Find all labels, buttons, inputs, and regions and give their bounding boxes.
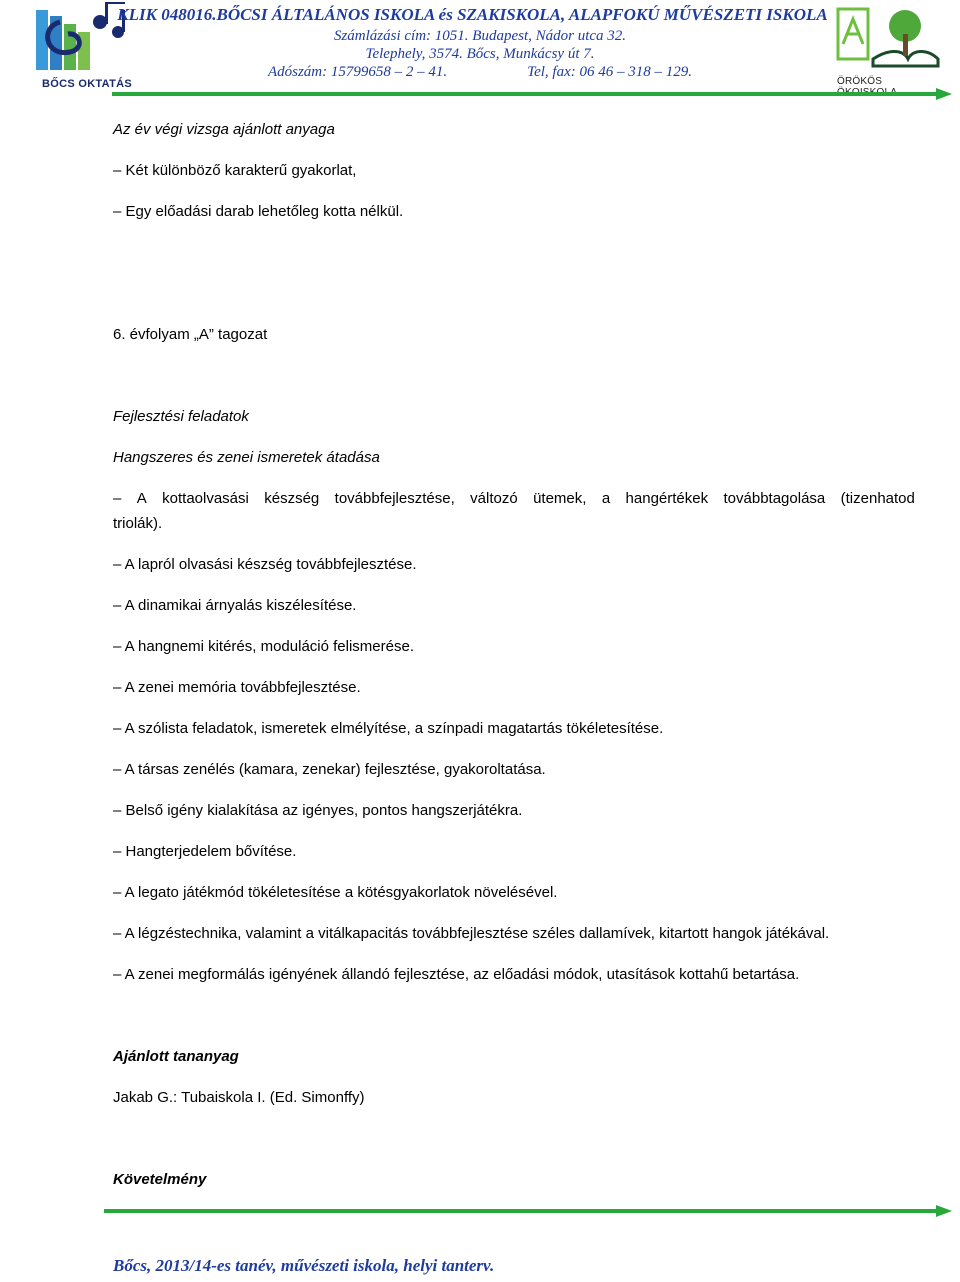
task-item: – A lapról olvasási készség továbbfejlesztése. <box>113 556 417 573</box>
task-item: – A dinamikai árnyalás kiszélesítése. <box>113 597 357 614</box>
exam-heading: Az év végi vizsga ajánlott anyaga <box>113 121 335 138</box>
material-item: Jakab G.: Tubaiskola I. (Ed. Simonffy) <box>113 1089 365 1106</box>
requirements-heading: Követelmény <box>113 1171 207 1188</box>
exam-item: – Egy előadási darab lehetőleg kotta nélkül. <box>113 203 404 220</box>
exam-item: – Két különböző karakterű gyakorlat, <box>113 162 357 179</box>
task-item: – A zenei memória továbbfejlesztése. <box>113 679 361 696</box>
footer-rule <box>104 1209 938 1213</box>
task-item: – A szólista feladatok, ismeretek elmélyítése, a színpadi magatartás tökéletesítése. <box>113 720 664 737</box>
school-name: KLIK 048016.BŐCSI ÁLTALÁNOS ISKOLA és SZAKISKOLA, ALAPFOKÚ MŰVÉSZETI ISKOLA <box>117 5 828 24</box>
tree-book-logo-icon <box>833 4 943 74</box>
task-item: – Hangterjedelem bővítése. <box>113 843 297 860</box>
footer-rule-arrow-icon <box>936 1205 952 1217</box>
header-rule <box>112 92 938 96</box>
task-item-first-line: – A kottaolvasási készség továbbfejlesztése, változó ütemek, a hangértékek továbbtagolása (tizenhatod <box>113 490 915 507</box>
header-rule-arrow-icon <box>936 88 952 100</box>
task-item: – A zenei megformálás igényének állandó fejlesztése, az előadási módok, utasítások kottahű betartása. <box>113 966 800 983</box>
task-item: – A társas zenélés (kamara, zenekar) fejlesztése, gyakoroltatása. <box>113 761 546 778</box>
billing-address: Számlázási cím: 1051. Budapest, Nádor utca 32. <box>333 28 627 44</box>
letterhead <box>0 0 960 100</box>
site-address: Telephely, 3574. Bőcs, Munkácsy út 7. <box>365 46 595 62</box>
logo-left-caption: BŐCS OKTATÁS <box>42 78 132 90</box>
footer-text: Bőcs, 2013/14-es tanév, művészeti iskola, helyi tanterv. <box>113 1256 495 1275</box>
tax-number: Adószám: 15799658 – 2 – 41. <box>267 64 448 80</box>
phone-fax: Tel, fax: 06 46 – 318 – 129. <box>527 64 693 80</box>
tasks-subheading: Hangszeres és zenei ismeretek átadása <box>113 449 380 466</box>
task-item-continuation: triolák). <box>113 515 163 532</box>
eco-school-logo <box>833 4 943 90</box>
task-item: – A hangnemi kitérés, moduláció felismerése. <box>113 638 414 655</box>
logo-right-caption: ÖRÖKÖS <box>837 76 883 87</box>
tasks-heading: Fejlesztési feladatok <box>113 408 249 425</box>
task-item: – Belső igény kialakítása az igényes, pontos hangszerjátékra. <box>113 802 523 819</box>
task-item: – A legato játékmód tökéletesítése a kötésgyakorlatok növelésével. <box>113 884 558 901</box>
task-item: – A légzéstechnika, valamint a vitálkapacitás továbbfejlesztése széles dallamívek, kitartott hangok játékával. <box>113 925 830 942</box>
grade-heading: 6. évfolyam „A” tagozat <box>113 326 268 343</box>
tax-and-phone <box>0 64 960 81</box>
material-heading: Ajánlott tananyag <box>113 1048 239 1065</box>
